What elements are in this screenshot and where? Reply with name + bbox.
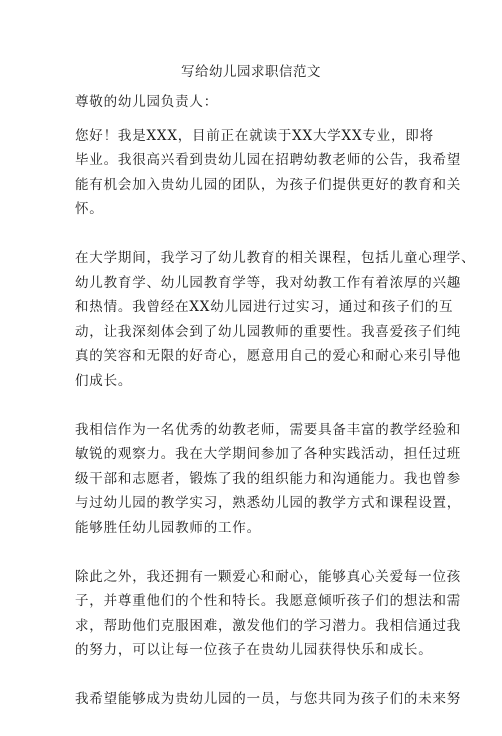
paragraph-line: 与过幼儿园的教学实习，熟悉幼儿园的教学方式和课程设置， bbox=[75, 495, 462, 511]
paragraph-line: 能有机会加入贵幼儿园的团队，为孩子们提供更好的教育和关 bbox=[75, 176, 462, 193]
paragraph-line: 动，让我深刻体会到了幼儿园教师的重要性。我喜爱孩子们纯 bbox=[75, 323, 462, 340]
paragraph-line: 我相信作为一名优秀的幼教老师，需要具备丰富的教学经验和 bbox=[75, 421, 462, 438]
paragraph-line: 真的笑容和无限的好奇心，愿意用自己的爱心和耐心来引导他 bbox=[75, 348, 462, 364]
paragraph-3 bbox=[75, 418, 462, 541]
paragraph-line: 敏锐的观察力。我在大学期间参加了各种实践活动，担任过班 bbox=[75, 446, 462, 462]
paragraph-line: 和热情。我曾经在XX幼儿园进行过实习，通过和孩子们的互 bbox=[75, 299, 454, 315]
paragraph-line: 怀。 bbox=[75, 201, 104, 217]
document-body bbox=[75, 90, 476, 736]
paragraph-line: 子，并尊重他们的个性和特长。我愿意倾听孩子们的想法和需 bbox=[75, 593, 462, 609]
salutation bbox=[75, 90, 427, 115]
paragraph-line: 们成长。 bbox=[75, 372, 133, 389]
paragraph-line: 毕业。我很高兴看到贵幼儿园在招聘幼教老师的公告，我希望 bbox=[75, 152, 462, 168]
paragraph-line: 求，帮助他们克服困难，激发他们的学习潜力。我相信通过我 bbox=[75, 617, 462, 634]
paragraph-line: 级干部和志愿者，锻炼了我的组织能力和沟通能力。我也曾参 bbox=[75, 470, 462, 487]
paragraph-line: 能够胜任幼儿园教师的工作。 bbox=[75, 519, 261, 536]
paragraph-line: 除此之外，我还拥有一颗爱心和耐心，能够真心关爱每一位孩 bbox=[75, 568, 462, 585]
paragraph-line: 您好！我是XXX，目前正在就读于XX大学XX专业，即将 bbox=[75, 127, 434, 144]
paragraph-1 bbox=[75, 124, 462, 222]
paragraph-line: 幼儿教育学、幼儿园教育学等，我对幼教工作有着浓厚的兴趣 bbox=[75, 274, 462, 291]
paragraph-line: 在大学期间，我学习了幼儿教育的相关课程，包括儿童心理学、 bbox=[75, 250, 476, 266]
salutation-line: 尊敬的幼儿园负责人： bbox=[75, 94, 218, 110]
paragraph-2 bbox=[75, 246, 476, 393]
paragraph-line: 的努力，可以让每一位孩子在贵幼儿园获得快乐和成长。 bbox=[75, 642, 433, 658]
paragraph-5 bbox=[75, 687, 462, 712]
paragraph-4 bbox=[75, 565, 462, 663]
paragraph-line: 我希望能够成为贵幼儿园的一员，与您共同为孩子们的未来努 bbox=[75, 691, 462, 707]
document-title: 写给幼儿园求职信范文 bbox=[181, 64, 321, 80]
